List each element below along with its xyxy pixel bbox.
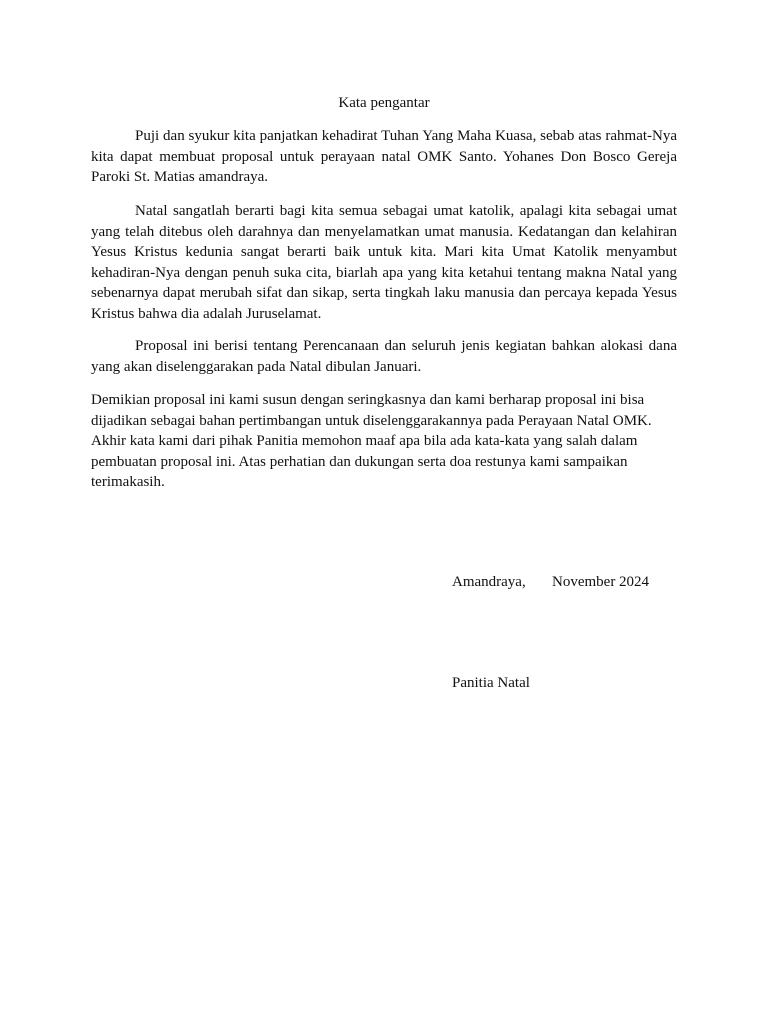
document-title: Kata pengantar — [338, 95, 430, 111]
paragraph-closing-remarks: Demikian proposal ini kami susun dengan seringkasnya dan kami berharap proposal ini bisa dijadikan sebagai bahan pertimbangan untuk diselenggarakannya pada Perayaan Natal OMK. Akhir kata kami dari pihak Panitia memohon maaf apa bila ada kata-kata yang salah dalam pembuatan proposal ini. Atas perhatian dan dukungan serta doa restunya kami sampaikan terimakasih. — [91, 392, 652, 490]
signatory: Panitia Natal — [452, 675, 530, 691]
closing-date: November 2024 — [552, 574, 650, 590]
paragraph-proposal-contents: Proposal ini berisi tentang Perencanaan dan seluruh jenis kegiatan bahkan alokasi dana yang akan diselenggarakan pada Natal dibulan Januari. — [91, 338, 677, 375]
closing-place: Amandraya, — [452, 574, 526, 590]
paragraph-meaning-of-christmas: Natal sangatlah berarti bagi kita semua sebagai umat katolik, apalagi kita sebagai umat yang telah ditebus oleh darahnya dan menyelamatkan umat manusia. Kedatangan dan kelahiran Yesus Kristus kedunia sangat berarti baik untuk kita. Mari kita Umat Katolik menyambut kehadiran-Nya dengan penuh suka cita, biarlah apa yang kita ketahui tentang makna Natal yang sebenarnya dapat merubah sifat dan sikap, serta tingkah laku manusia dan percaya kepada Yesus Kristus bahwa dia adalah Juruselamat. — [91, 203, 677, 322]
place-and-date — [452, 572, 649, 592]
paragraph-gratitude: Puji dan syukur kita panjatkan kehadirat Tuhan Yang Maha Kuasa, sebab atas rahmat-Nya kita dapat membuat proposal untuk perayaan natal OMK Santo. Yohanes Don Bosco Gereja Paroki St. Matias amandraya. — [91, 128, 677, 185]
